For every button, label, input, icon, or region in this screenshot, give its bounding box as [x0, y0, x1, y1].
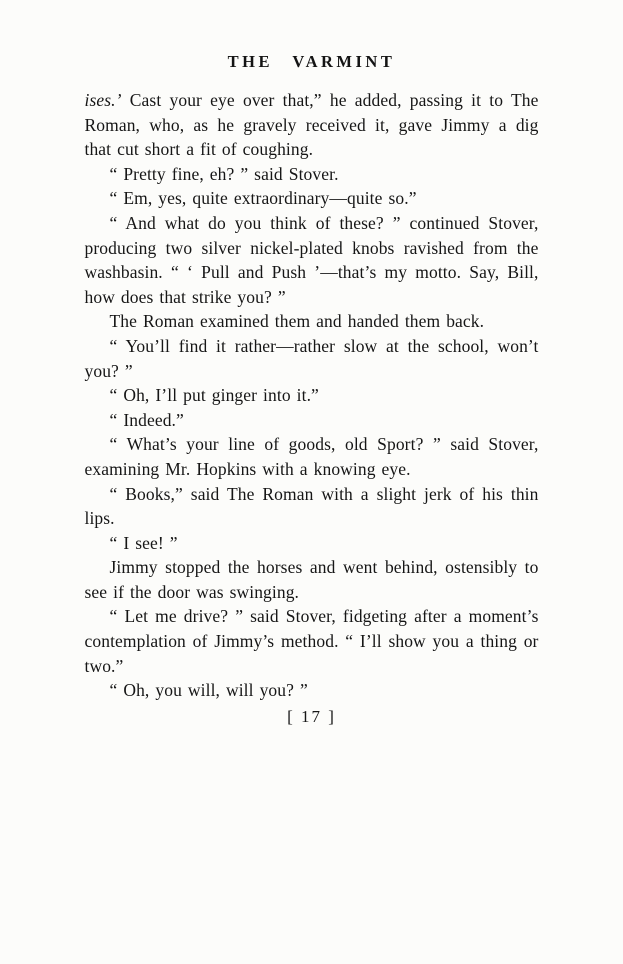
paragraph: “ Indeed.”: [109, 409, 184, 430]
paragraph: “ Oh, I’ll put ginger into it.”: [109, 385, 319, 406]
text-block: [85, 88, 539, 703]
italic-lead-word: ises.’: [84, 90, 122, 110]
paragraph: The Roman examined them and handed them back.: [109, 311, 485, 332]
paragraph: “ Pretty fine, eh? ” said Stover.: [109, 163, 339, 184]
paragraph: Jimmy stopped the horses and went behind, ostensibly to see if the door was swinging.: [84, 557, 539, 602]
paragraph: “ I see! ”: [109, 532, 178, 553]
page-number: [ 17 ]: [287, 706, 336, 726]
paragraph: “ Let me drive? ” said Stover, fidgeting after a moment’s contemplation of Jimmy’s method. “ I’ll show you a thing or two.”: [84, 606, 539, 676]
running-head-title: THE VARMINT: [227, 52, 396, 71]
paragraph: “ What’s your line of goods, old Sport? ” said Stover, examining Mr. Hopkins with a knowing eye.: [84, 434, 539, 479]
paragraph: “ Oh, you will, will you? ”: [109, 680, 308, 701]
paragraph: “ You’ll find it rather—rather slow at the school, won’t you? ”: [84, 335, 539, 381]
paragraph: “ And what do you think of these? ” continued Stover, producing two silver nickel-plated knobs ravished from the washbasin. “ ‘ Pull and Push ’—that’s my motto. Say, Bill, how does that strike you? ”: [84, 212, 539, 307]
paragraph: “ Em, yes, quite extraordinary—quite so.”: [109, 188, 417, 209]
paragraph: ises.’ Cast your eye over that,” he added, passing it to The Roman, who, as he gravely received it, gave Jimmy a dig that cut short a fit of coughing.: [84, 90, 539, 160]
paragraph: “ Books,” said The Roman with a slight jerk of his thin lips.: [84, 483, 539, 529]
